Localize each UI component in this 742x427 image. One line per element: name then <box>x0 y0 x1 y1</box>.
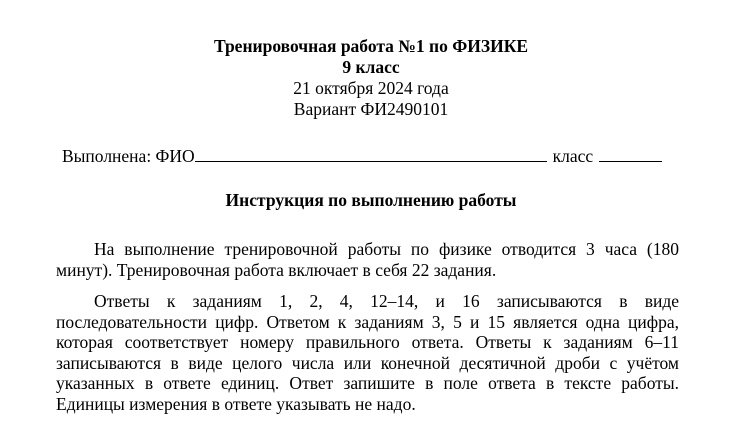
instructions-paragraph-1: На выполнение тренировочной работы по физике отводится 3 часа (180 минут). Тренировочная работа включает в себя 22 задания. <box>56 239 679 280</box>
grade-label: 9 класс <box>342 57 400 77</box>
fio-blank-field <box>195 146 547 162</box>
completed-by-label: Выполнена: ФИО <box>62 146 195 166</box>
instructions-paragraph-2: Ответы к заданиям 1, 2, 4, 12–14, и 16 записываются в виде последовательности цифр. Ответом к заданиям 3, 5 и 15 является одна цифра, которая соответствует номеру правильного ответа. Ответы к заданиям 6–11 записываются в виде целого числа или конечной десятичной дроби с учётом указанных в ответе единиц. Ответ запишите в поле ответа в тексте работы. Единицы измерения в ответе указывать не надо. <box>56 291 679 414</box>
class-label: класс <box>552 146 594 166</box>
document-title: Тренировочная работа №1 по ФИЗИКЕ <box>213 36 529 56</box>
variant-label: Вариант ФИ2490101 <box>293 99 449 119</box>
student-info-line <box>62 146 662 166</box>
date-label: 21 октября 2024 года <box>293 78 449 98</box>
class-blank-field <box>599 146 662 162</box>
instructions-title: Инструкция по выполнению работы <box>225 190 517 210</box>
